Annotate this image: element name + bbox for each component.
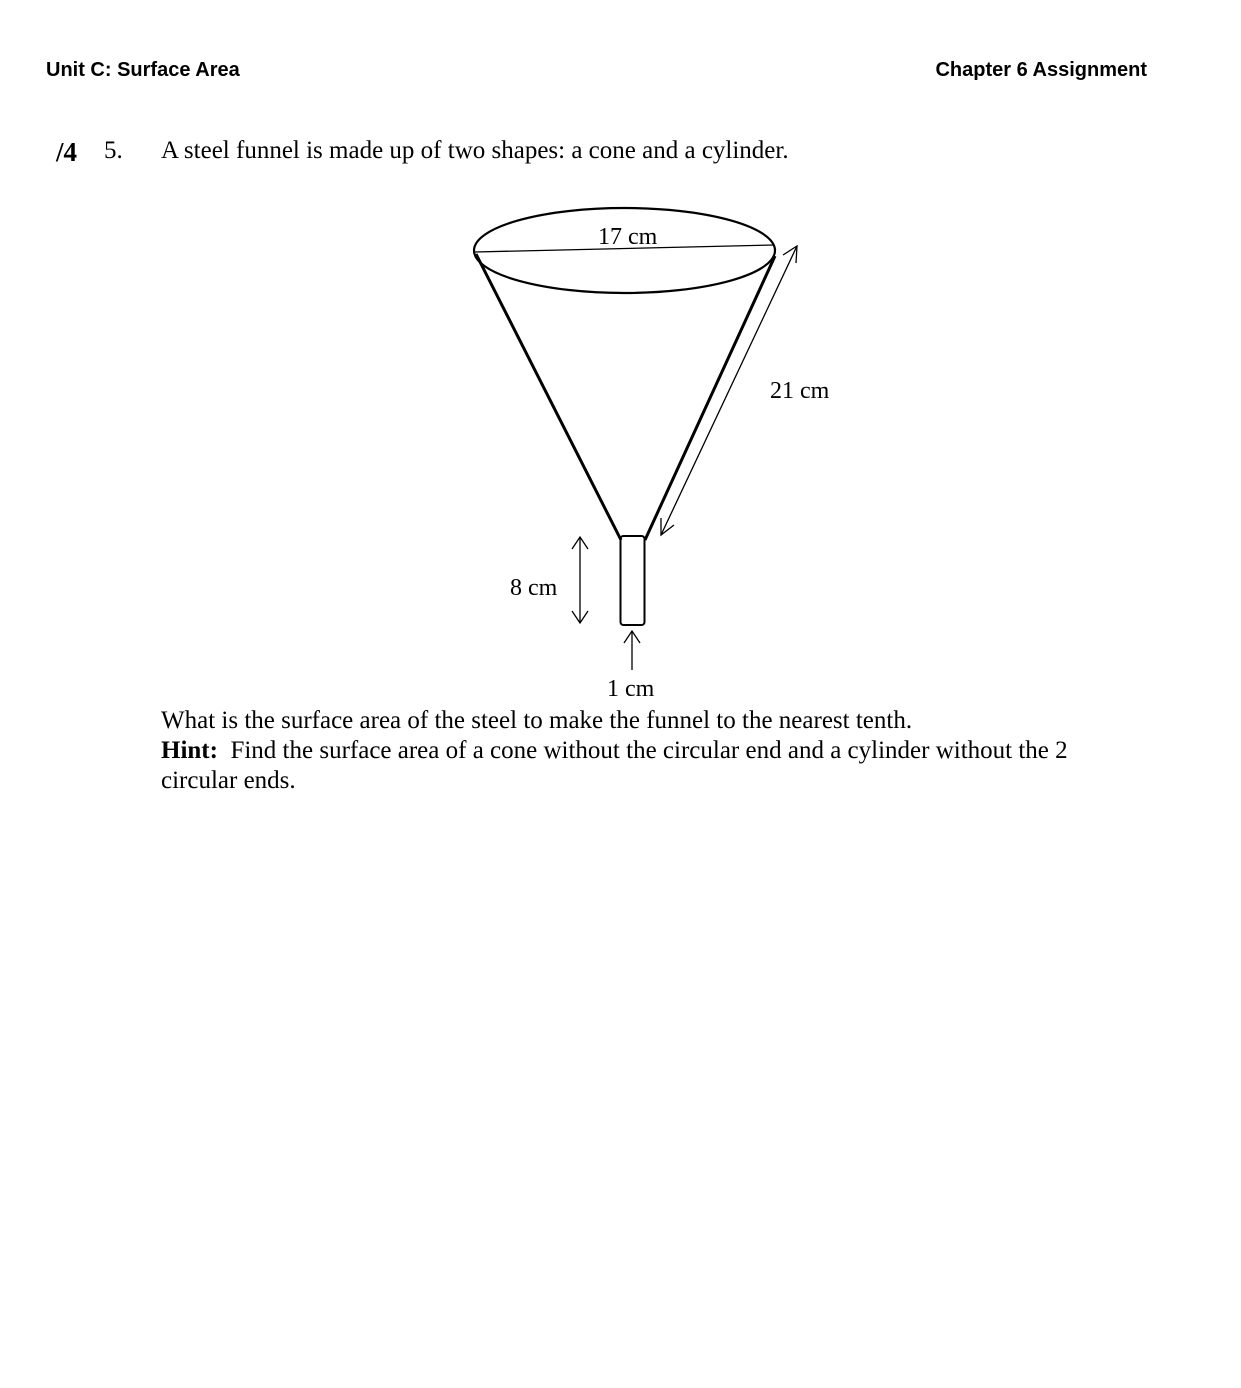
question-body (161, 706, 1121, 796)
cylinder-height-label: 8 cm (510, 575, 558, 601)
slant-label: 21 cm (770, 378, 830, 404)
question-marks: /4 (56, 137, 78, 167)
cylinder-spout (621, 536, 645, 625)
unit-title: Unit C: Surface Area (46, 59, 240, 81)
question-ask: What is the surface area of the steel to make the funnel to the nearest tenth. (161, 707, 913, 734)
hint-label: Hint: (161, 737, 218, 764)
cylinder-diameter-label: 1 cm (607, 676, 655, 702)
cone-right-side (645, 256, 775, 540)
question-prompt: A steel funnel is made up of two shapes: a cone and a cylinder. (161, 137, 789, 164)
cone-left-side (476, 254, 621, 540)
question-number: 5. (104, 137, 123, 164)
height-arrow (572, 537, 588, 623)
diameter-label: 17 cm (598, 224, 658, 250)
question-hint (161, 736, 1121, 796)
chapter-title: Chapter 6 Assignment (935, 59, 1147, 81)
diameter-pointer-arrow (624, 631, 640, 670)
hint-text: Find the surface area of a cone without the circular end and a cylinder without the 2 circular ends. (161, 737, 1068, 794)
